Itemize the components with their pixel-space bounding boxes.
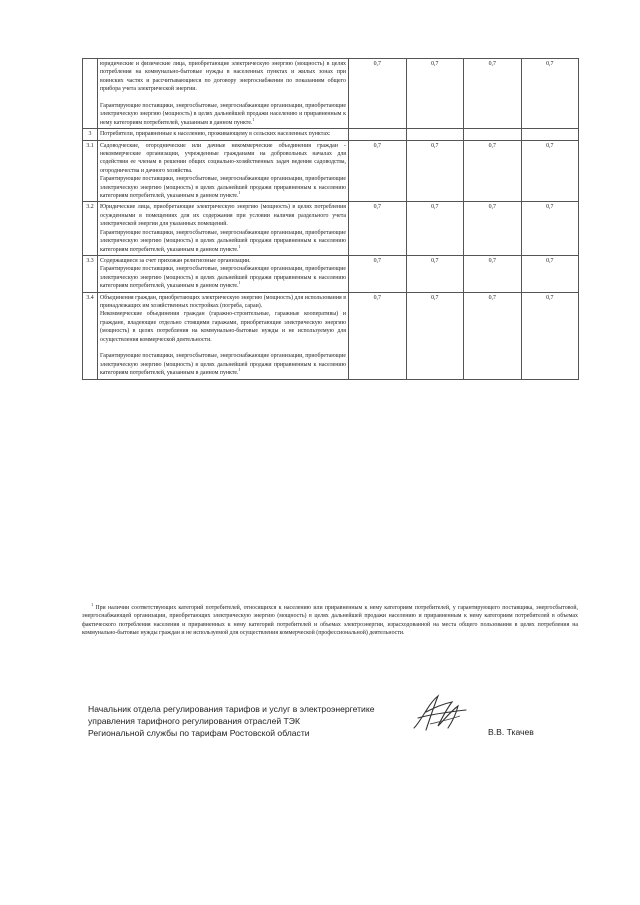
row-description [98,129,349,140]
description-paragraph [100,60,346,94]
table-row [83,292,579,379]
row-number: 3 [83,129,98,140]
table-row [83,140,579,202]
paragraph-text: Гарантирующие поставщики, энергосбытовые, энергоснабжающие организации, приобретающие электрическую энергию (мощность) в целях дальнейшей продажи приравненным к населению категориям потребителей, указанным в данном пункте. [100,266,346,290]
value-cell-4: 0,7 [521,255,579,292]
description-paragraph [100,310,346,344]
value-cell-1: 0,7 [349,202,407,255]
tariff-table [82,58,579,380]
value-cell-2: 0,7 [406,59,464,129]
row-description [98,140,349,202]
signatory-name: В.В. Ткачев [488,727,534,737]
value-cell-1: 0,7 [349,140,407,202]
value-cell-3: 0,7 [464,59,522,129]
value-cell-3: 0,7 [464,255,522,292]
position-line-3: Региональной службы по тарифам Ростовской области [88,728,310,738]
footnote-reference: 1 [252,116,255,122]
footnote-reference: 1 [238,367,241,373]
value-cell-4 [521,129,579,140]
value-cell-1: 0,7 [349,255,407,292]
paragraph-text: юридические и физические лица, приобретающие электрическую энергию (мощность) в целях потребления на коммунально-бытовые нужды в населенных пунктах и жилых зонах при воинских частях и рассчитывающиеся по договору энергоснабжения по показаниям общего прибора учета электрической энергии. [100,61,346,93]
paragraph-text: Гарантирующие поставщики, энергосбытовые, энергоснабжающие организации, приобретающие электрическую энергию (мощность) в целях дальнейшей продажи приравненным к населению категориям потребителей, указанным в данном пункте. [100,353,346,377]
paragraph-text: Садоводческие, огороднические или дачные некоммерческие объединения граждан - некоммерческие организации, учрежденные гражданами на добровольных началах для содействия ее членам в решении общих социально-хозяйственных задач ведения садоводства, огородничества и дачного хозяйства. [100,142,346,174]
description-paragraph [100,257,346,265]
value-cell-3: 0,7 [464,140,522,202]
description-paragraph [100,352,346,377]
table-row [83,59,579,129]
paragraph-text: Гарантирующие поставщики, энергосбытовые, энергоснабжающие организации, приобретающие электрическую энергию (мощность) в целях дальнейшей продажи населению и приравненным к нему категориям потребителей, указанным в данном пункте. [100,103,346,126]
description-paragraph [100,294,346,311]
value-cell-3: 0,7 [464,202,522,255]
paragraph-text: Потребители, приравненные к населению, проживающему в сельских населенных пунктах: [100,131,331,138]
footnote-reference: 1 [238,280,241,286]
footnote-text: При наличии соответствующих категорий потребителей, относящихся к населению или приравненным к нему категориям потребителей, у гарантирующего поставщика, энергосбытовой, энергоснабжающей организации, приобретающих электрическую энергию (мощность) в целях дальнейшей продажи населению и приравненным к нему категориям потребителей в объемах фактического потребления населения и приравненных к нему категорий потребителей и объемах электроэнергии, израсходованной на места общего пользования в целях потребления на коммунально-бытовые нужды граждан и не используемой для осуществления коммерческой (профессиональной) деятельности. [82,605,578,637]
description-paragraph [100,265,346,290]
value-cell-4: 0,7 [521,140,579,202]
footnote-reference: 1 [238,243,241,249]
value-cell-2: 0,7 [406,140,464,202]
paragraph-text: Гарантирующие поставщики, энергосбытовые, энергоснабжающие организации, приобретающие электрическую энергию (мощность) в целях дальнейшей продажи приравненным к населению категориям потребителей, указанным в данном пункте. [100,176,346,200]
value-cell-4: 0,7 [521,59,579,129]
position-line-2: управления тарифного регулирования отраслей ТЭК [88,716,300,726]
value-cell-1: 0,7 [349,59,407,129]
table-row [83,129,579,140]
footnote-mark: 1 [91,602,94,608]
value-cell-4: 0,7 [521,202,579,255]
row-description [98,59,349,129]
description-paragraph [100,130,346,138]
row-number: 3.2 [83,202,98,255]
value-cell-3: 0,7 [464,292,522,379]
paragraph-text: Гарантирующие поставщики, энергосбытовые, энергоснабжающие организации, приобретающие электрическую энергию (мощность) в целях дальнейшей продажи приравненным к населению категориям потребителей, указанным в данном пункте. [100,229,346,253]
signatory-position [88,703,418,739]
row-number: 3.4 [83,292,98,379]
value-cell-4: 0,7 [521,292,579,379]
description-paragraph [100,229,346,254]
row-number [83,59,98,129]
description-paragraph [100,175,346,200]
description-paragraph [100,102,346,127]
value-cell-1: 0,7 [349,292,407,379]
row-number: 3.3 [83,255,98,292]
position-line-1: Начальник отдела регулирования тарифов и услуг в электроэнергетике [88,704,375,714]
handwritten-signature [408,690,470,736]
value-cell-3 [464,129,522,140]
paragraph-text: Объединения граждан, приобретающих электрическую энергию (мощность) для использования в принадлежащих им хозяйственных постройках (погреба, сараи). [100,294,346,309]
table-row [83,255,579,292]
value-cell-2: 0,7 [406,292,464,379]
row-description [98,202,349,255]
paragraph-text: Юридические лица, приобретающие электрическую энергию (мощность) в целях потребления осужденными в помещениях для их содержания при условии наличия раздельного учета электрической энергии для указанных помещений. [100,204,346,228]
row-description [98,255,349,292]
paragraph-text: Содержащиеся за счет прихожан религиозные организации. [100,257,251,264]
row-description [98,292,349,379]
paragraph-text: Некоммерческие объединения граждан (гаражно-строительные, гаражные кооперативы) и граждане, владеющие отдельно стоящими гаражами, приобретающие электрическую энергию (мощность) в целях потребления на коммунально-бытовые нужды и не используемую для осуществления коммерческой деятельности. [100,311,346,343]
footnote [82,604,578,638]
value-cell-2 [406,129,464,140]
footnote-reference: 1 [238,190,241,196]
value-cell-1 [349,129,407,140]
value-cell-2: 0,7 [406,255,464,292]
table-row [83,202,579,255]
description-paragraph [100,203,346,228]
description-paragraph [100,142,346,176]
row-number: 3.1 [83,140,98,202]
value-cell-2: 0,7 [406,202,464,255]
